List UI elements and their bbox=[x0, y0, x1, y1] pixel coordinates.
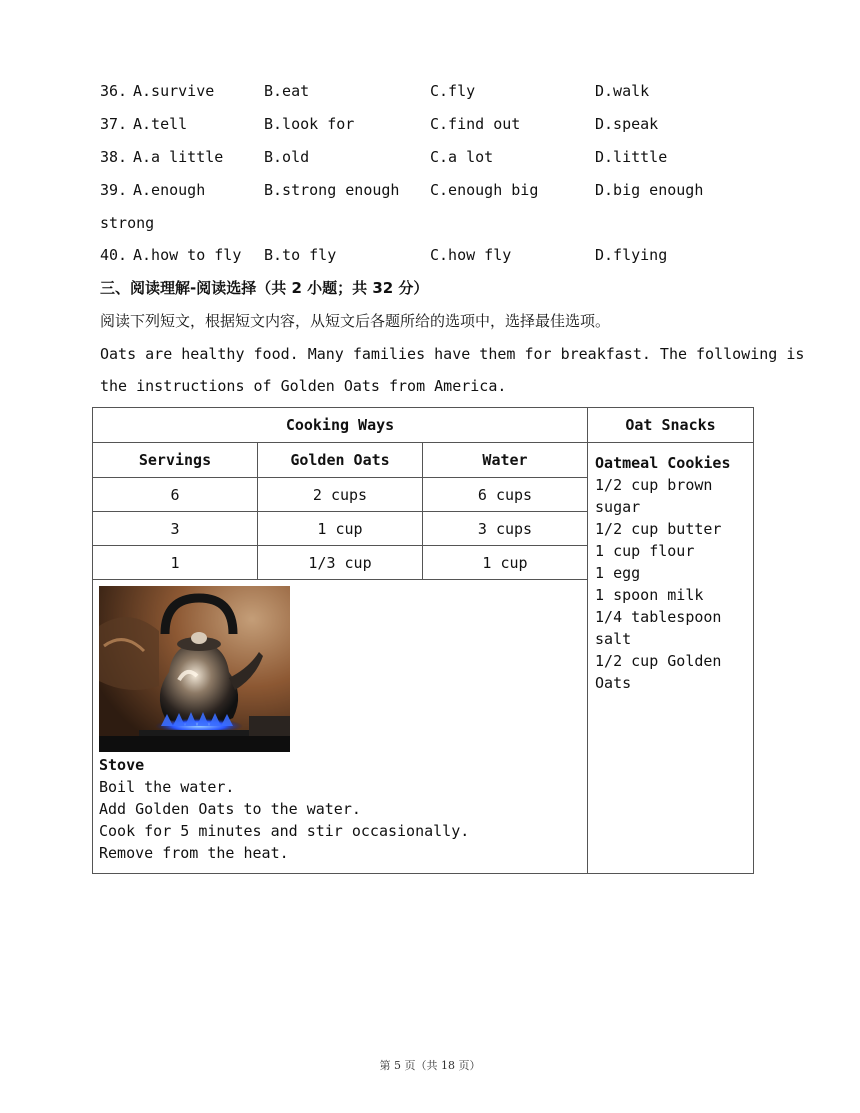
ingredient-line: 1/4 tablespoon bbox=[595, 608, 722, 626]
option-b: B.old bbox=[264, 148, 310, 166]
water-cell: 3 cups bbox=[423, 512, 588, 546]
oatmeal-cookies-recipe bbox=[588, 443, 754, 874]
option-d: D.walk bbox=[595, 82, 650, 100]
option-a: A.how to fly bbox=[133, 246, 242, 264]
instruction-text: 阅读下列短文，根据短文内容，从短文后各题所给的选项中，选择最佳选项。 bbox=[100, 312, 611, 330]
question-number: 40. bbox=[100, 246, 128, 264]
option-a: A.survive bbox=[133, 82, 215, 100]
passage-line-1: Oats are healthy food. Many families have them for breakfast. The following is bbox=[100, 345, 805, 363]
cooking-ways-header: Cooking Ways bbox=[93, 408, 588, 443]
ingredient-line: 1/2 cup Golden bbox=[595, 652, 722, 670]
stove-title: Stove bbox=[99, 756, 145, 774]
ingredient-line: 1/2 cup butter bbox=[595, 520, 722, 538]
oats-cell: 1 cup bbox=[258, 512, 423, 546]
option-b: B.eat bbox=[264, 82, 310, 100]
stove-step: Cook for 5 minutes and stir occasionally. bbox=[99, 822, 470, 840]
option-a: A.enough bbox=[133, 181, 206, 199]
servings-cell: 6 bbox=[93, 478, 258, 512]
page-footer: 第 5 页（共 18 页） bbox=[379, 1059, 481, 1072]
question-number: 39. bbox=[100, 181, 128, 199]
ingredient-line: 1 cup flour bbox=[595, 542, 695, 560]
question-39-wrap: strong bbox=[100, 214, 155, 232]
snack-title: Oatmeal Cookies bbox=[595, 454, 731, 472]
ingredient-line: 1 egg bbox=[595, 564, 641, 582]
oats-instructions-table bbox=[92, 407, 754, 874]
question-number: 36. bbox=[100, 82, 128, 100]
option-d: D.speak bbox=[595, 115, 659, 133]
servings-column-header: Servings bbox=[93, 443, 258, 478]
option-a: A.tell bbox=[133, 115, 188, 133]
ingredient-line: 1 spoon milk bbox=[595, 586, 704, 604]
question-number: 37. bbox=[100, 115, 128, 133]
water-cell: 1 cup bbox=[423, 546, 588, 580]
ingredient-line: Oats bbox=[595, 674, 632, 692]
oats-cell: 2 cups bbox=[258, 478, 423, 512]
servings-cell: 3 bbox=[93, 512, 258, 546]
water-column-header: Water bbox=[423, 443, 588, 478]
stove-instructions bbox=[93, 580, 588, 874]
option-c: C.enough big bbox=[430, 181, 539, 199]
servings-cell: 1 bbox=[93, 546, 258, 580]
option-d: D.flying bbox=[595, 246, 668, 264]
option-b: B.strong enough bbox=[264, 181, 400, 199]
option-a: A.a little bbox=[133, 148, 224, 166]
section-title: 三、阅读理解-阅读选择（共 2 小题；共 32 分） bbox=[100, 279, 429, 297]
ingredient-line: 1/2 cup brown bbox=[595, 476, 713, 494]
question-number: 38. bbox=[100, 148, 128, 166]
oat-snacks-header: Oat Snacks bbox=[588, 408, 754, 443]
ingredient-line: salt bbox=[595, 630, 632, 648]
option-b: B.look for bbox=[264, 115, 355, 133]
option-d: D.little bbox=[595, 148, 668, 166]
stove-step: Boil the water. bbox=[99, 778, 235, 796]
golden-oats-column-header: Golden Oats bbox=[258, 443, 423, 478]
option-c: C.how fly bbox=[430, 246, 512, 264]
option-c: C.find out bbox=[430, 115, 521, 133]
ingredient-line: sugar bbox=[595, 498, 641, 516]
stove-step: Add Golden Oats to the water. bbox=[99, 800, 361, 818]
option-b: B.to fly bbox=[264, 246, 337, 264]
option-d: D.big enough bbox=[595, 181, 704, 199]
water-cell: 6 cups bbox=[423, 478, 588, 512]
oats-cell: 1/3 cup bbox=[258, 546, 423, 580]
option-c: C.fly bbox=[430, 82, 476, 100]
kettle-on-stove-image bbox=[99, 586, 290, 752]
option-c: C.a lot bbox=[430, 148, 494, 166]
stove-step: Remove from the heat. bbox=[99, 844, 289, 862]
passage-line-2: the instructions of Golden Oats from America. bbox=[100, 377, 507, 395]
